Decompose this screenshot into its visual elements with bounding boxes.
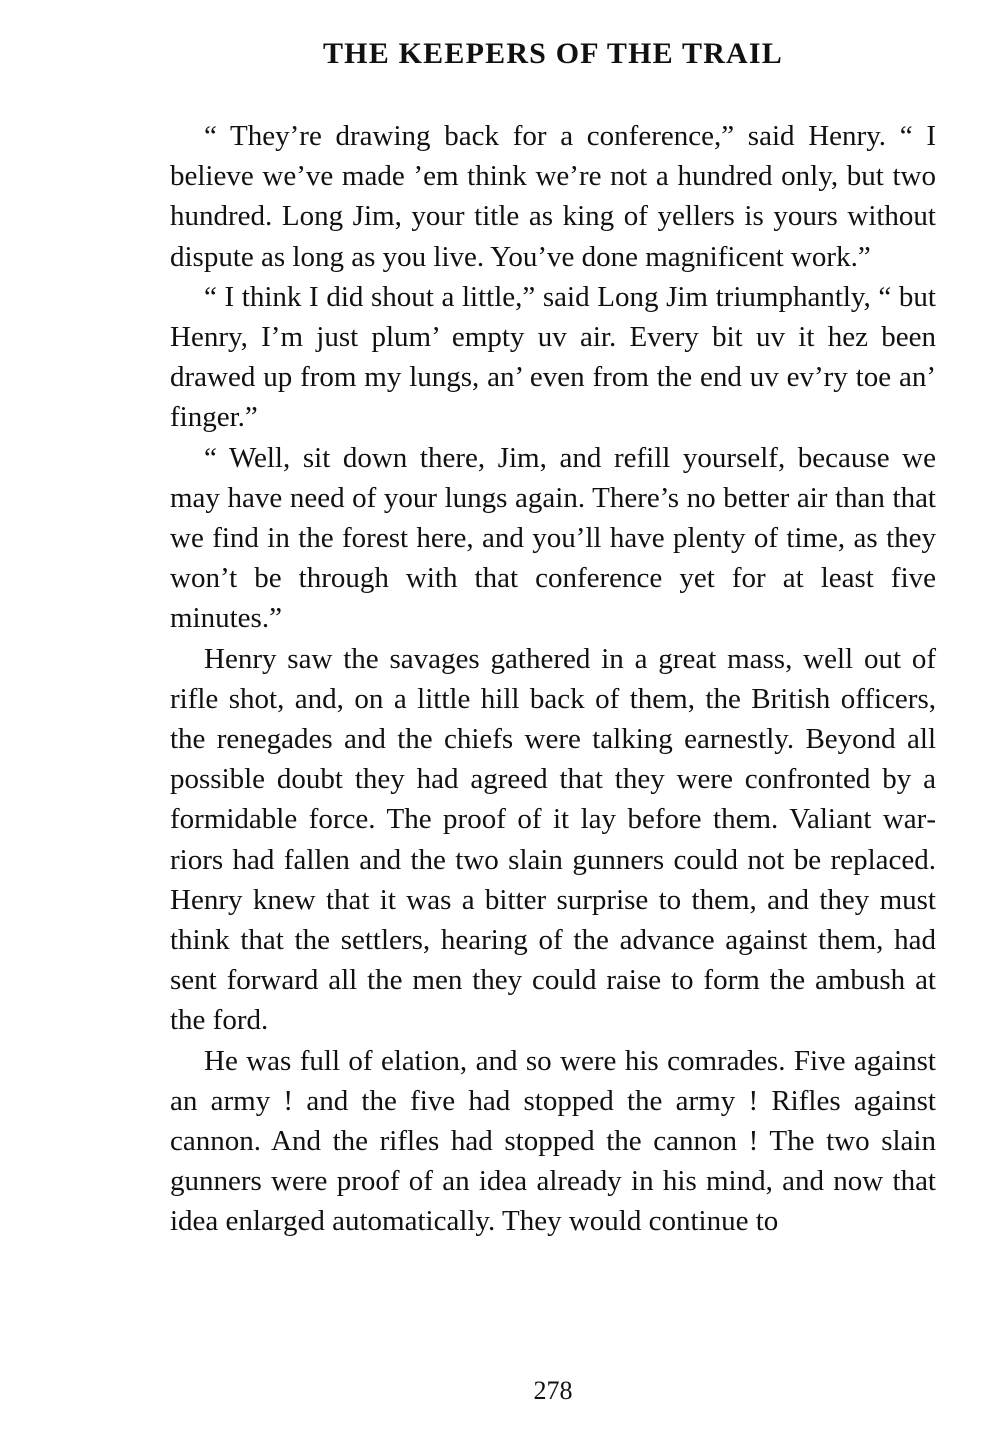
paragraph-2: “ I think I did shout a little,” said Long Jim triumphantly, “ but Henry, I’m just plum’ empty uv air. Every bit uv it hez been drawed up from my lungs, an’ even from the end uv ev’ry toe an’ finger.” bbox=[170, 280, 936, 434]
paragraph-1: “ They’re drawing back for a conference,” said Henry. “ I believe we’ve made ’em think we’re not a hundred only, but two hundred. Long Jim, your title as king of yellers is yours without dispute as long as you live. You’ve done magnificent work.” bbox=[170, 120, 936, 273]
body-text bbox=[170, 116, 936, 1242]
running-head: THE KEEPERS OF THE TRAIL bbox=[322, 37, 784, 70]
paragraph-5: He was full of elation, and so were his comrades. Five against an army ! and the five had stopped the army ! Rifles against cannon. And the rifles had stopped the cannon ! The two slain gunners were proof of an idea already in his mind, and now that idea enlarged automatically. They would continue to bbox=[170, 1044, 936, 1238]
paragraph-4: Henry saw the savages gathered in a great mass, well out of rifle shot, and, on a little hill back of them, the British officers, the renegades and the chiefs were talking earnestly. Beyond all possible doubt they had agreed that they were confronted by a formidable force. The proof of it lay before them. Valiant warriors had fallen and the two slain gunners could not be replaced. Henry knew that it was a bitter surprise to them, and they must think that the settlers, hearing of the advance against them, had sent forward all the men they could raise to form the ambush at the ford. bbox=[170, 642, 936, 1037]
page-number: 278 bbox=[533, 1376, 573, 1405]
paragraph-3: “ Well, sit down there, Jim, and refill yourself, because we may have need of your lungs again. There’s no better air than that we find in the forest here, and you’ll have plenty of time, as they won’t be through with that conference yet for at least five minutes.” bbox=[170, 441, 936, 635]
